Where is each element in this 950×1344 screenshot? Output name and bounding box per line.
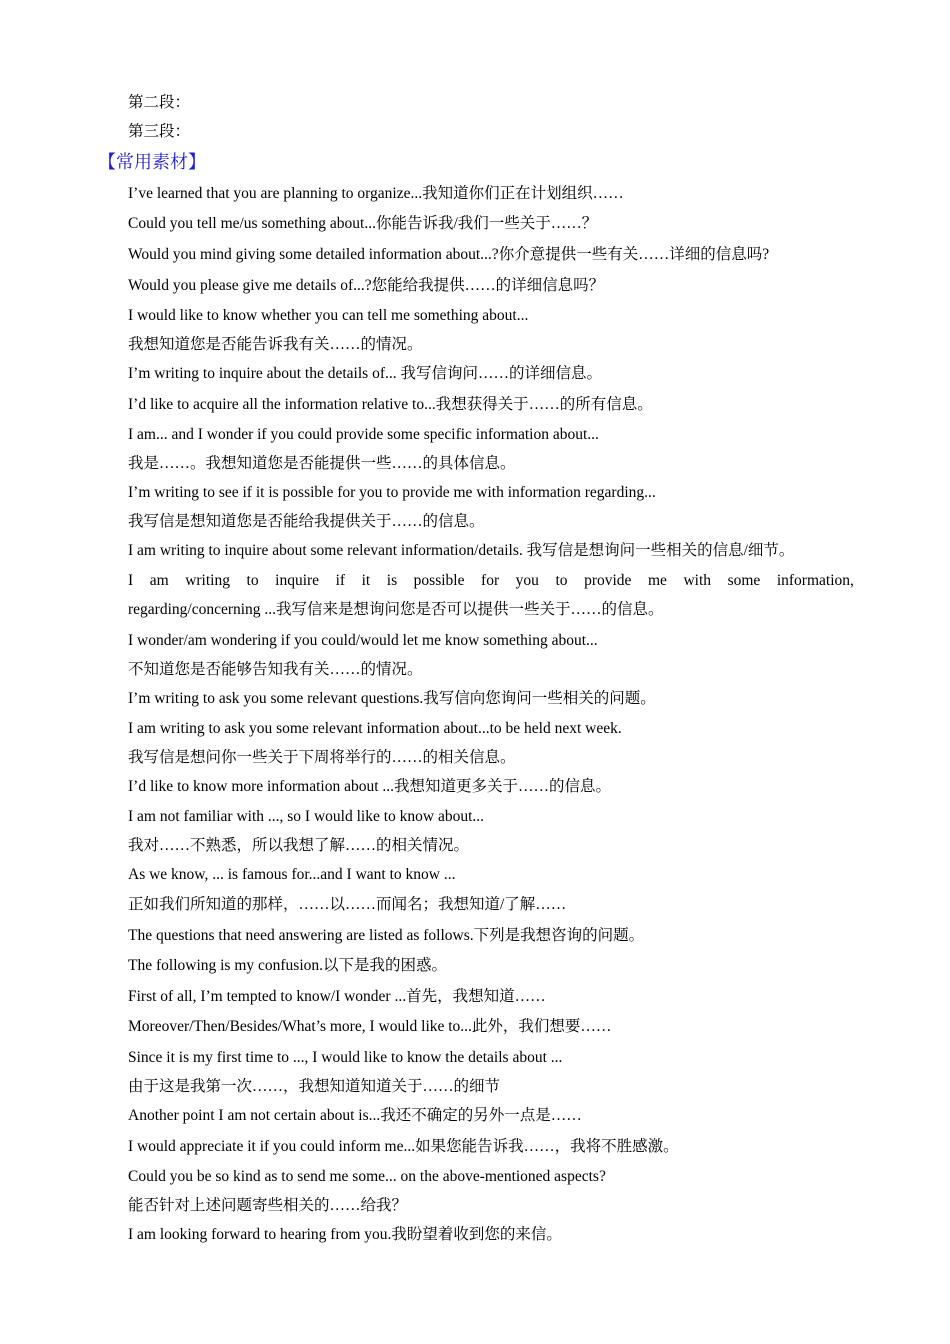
phrase-line: Would you please give me details of...?您能给我提供……的详细信息吗？ — [128, 277, 605, 294]
phrase-line: I wonder/am wondering if you could/would let me know something about... — [128, 632, 598, 649]
phrase-line: 我写信是想知道您是否能给我提供关于……的信息。 — [128, 513, 485, 530]
phrase-line: 我想知道您是否能告诉我有关……的情况。 — [128, 336, 423, 353]
phrase-line: I am not familiar with ..., so I would like to know about... — [128, 808, 485, 825]
phrase-line: 我是……。我想知道您是否能提供一些……的具体信息。 — [128, 455, 516, 472]
phrase-line: 不知道您是否能够告知我有关……的情况。 — [128, 661, 423, 678]
phrase-line: I’m writing to see if it is possible for you to provide me with information regarding... — [128, 484, 656, 501]
word: to — [555, 572, 568, 589]
word: if — [335, 572, 346, 589]
phrase-line: Could you be so kind as to send me some... on the above-mentioned aspects? — [128, 1168, 606, 1185]
word: am — [149, 572, 169, 589]
phrase-line: Since it is my first time to ..., I would like to know the details about ... — [128, 1049, 563, 1066]
word: for — [481, 572, 500, 589]
word: you — [515, 572, 539, 589]
phrase-line: 我写信是想问你一些关于下周将举行的……的相关信息。 — [128, 749, 516, 766]
word: writing — [185, 572, 230, 589]
word: with — [683, 572, 712, 589]
phrase-line: I am writing to inquire about some relevant information/details. 我写信是想询问一些相关的信息/细节。 — [128, 542, 795, 559]
phrase-line: 正如我们所知道的那样，……以……而闻名；我想知道/了解…… — [128, 896, 567, 913]
section-heading: 【常用素材】 — [98, 152, 206, 172]
word: I — [128, 572, 134, 589]
word: possible — [413, 572, 465, 589]
phrase-line: Could you tell me/us something about...你能告诉我/我们一些关于……？ — [128, 215, 598, 232]
phrase-line: 能否针对上述问题寄些相关的……给我？ — [128, 1197, 408, 1214]
word: me — [647, 572, 667, 589]
phrase-line: First of all, I’m tempted to know/I wonder ...首先，我想知道…… — [128, 988, 546, 1005]
phrase-line: The following is my confusion.以下是我的困惑。 — [128, 957, 448, 974]
phrase-line: I would like to know whether you can tell me something about... — [128, 307, 529, 324]
phrase-line: 由于这是我第一次……，我想知道知道关于……的细节 — [128, 1078, 501, 1095]
phrase-line: As we know, ... is famous for...and I want to know ... — [128, 866, 456, 883]
phrase-line: I’m writing to ask you some relevant questions.我写信向您询问一些相关的问题。 — [128, 690, 656, 707]
justified-phrase-line — [128, 571, 854, 591]
phrase-line: I’d like to know more information about ...我想知道更多关于……的信息。 — [128, 778, 612, 795]
word: to — [246, 572, 259, 589]
phrase-line: I’ve learned that you are planning to organize...我知道你们正在计划组织…… — [128, 185, 624, 202]
phrase-line: I’m writing to inquire about the details of... 我写信询问……的详细信息。 — [128, 365, 602, 382]
phrase-line: I am... and I wonder if you could provide some specific information about... — [128, 426, 599, 443]
section-label-para3: 第三段： — [128, 123, 191, 140]
word: inquire — [275, 572, 320, 589]
phrase-line: I’d like to acquire all the information relative to...我想获得关于……的所有信息。 — [128, 396, 653, 413]
phrase-line: Another point I am not certain about is...我还不确定的另外一点是…… — [128, 1107, 582, 1124]
phrase-line: Would you mind giving some detailed information about...?你介意提供一些有关……详细的信息吗? — [128, 246, 770, 263]
phrase-line: 我对……不熟悉，所以我想了解……的相关情况。 — [128, 837, 470, 854]
phrase-line: I am looking forward to hearing from you.我盼望着收到您的来信。 — [128, 1226, 562, 1243]
word: provide — [584, 572, 632, 589]
word: some — [727, 572, 761, 589]
word: information, — [776, 572, 854, 589]
phrase-line: regarding/concerning ...我写信来是想询问您是否可以提供一些关于……的信息。 — [128, 601, 664, 618]
phrase-line: I would appreciate it if you could inform me...如果您能告诉我……，我将不胜感激。 — [128, 1138, 679, 1155]
phrase-line: I am writing to ask you some relevant information about...to be held next week. — [128, 720, 622, 737]
phrase-line: The questions that need answering are listed as follows.下列是我想咨询的问题。 — [128, 927, 645, 944]
word: is — [386, 572, 398, 589]
section-label-para2: 第二段： — [128, 94, 191, 111]
word: it — [361, 572, 371, 589]
phrase-line: Moreover/Then/Besides/What’s more, I would like to...此外，我们想要…… — [128, 1018, 612, 1035]
